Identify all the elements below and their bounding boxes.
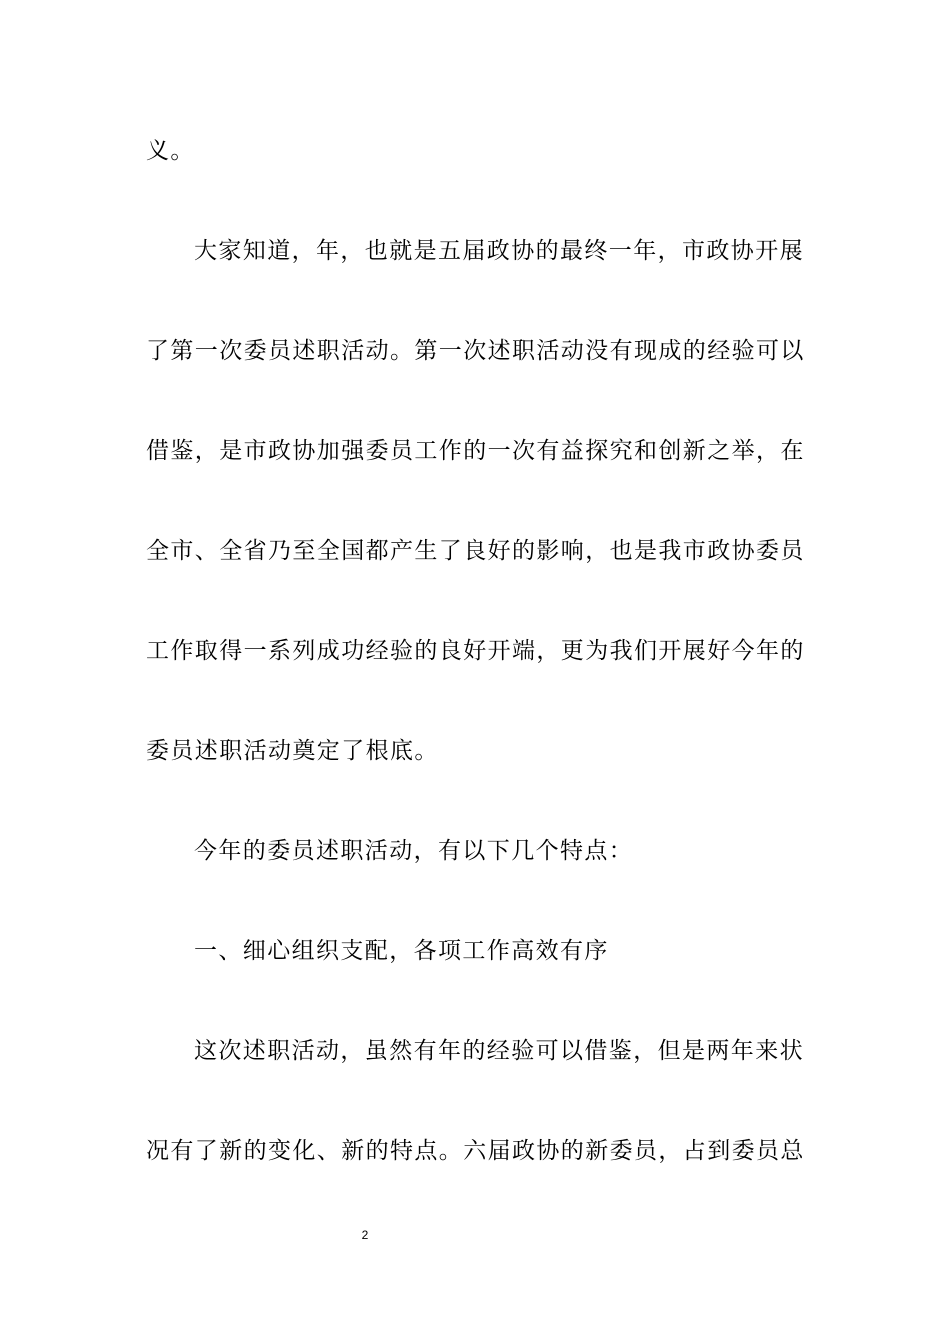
page-number: 2	[361, 1228, 369, 1242]
text-line: 委员述职活动奠定了根底。	[146, 738, 439, 764]
text-line: 借鉴，是市政协加强委员工作的一次有益探究和创新之举，在	[146, 438, 805, 464]
text-line: 工作取得一系列成功经验的良好开端，更为我们开展好今年的	[146, 638, 805, 664]
paragraph-first-line: 这次述职活动，虽然有年的经验可以借鉴，但是两年来状	[194, 1038, 804, 1064]
text-line: 况有了新的变化、新的特点。六届政协的新委员，占到委员总	[146, 1138, 805, 1164]
text-line: 义。	[146, 138, 195, 164]
text-line: 了第一次委员述职活动。第一次述职活动没有现成的经验可以	[146, 338, 805, 364]
paragraph-first-line: 今年的委员述职活动，有以下几个特点：	[194, 838, 634, 864]
text-line: 全市、全省乃至全国都产生了良好的影响，也是我市政协委员	[146, 538, 805, 564]
section-heading: 一、细心组织支配，各项工作高效有序	[194, 938, 609, 964]
paragraph-first-line: 大家知道，年，也就是五届政协的最终一年，市政协开展	[194, 238, 804, 264]
